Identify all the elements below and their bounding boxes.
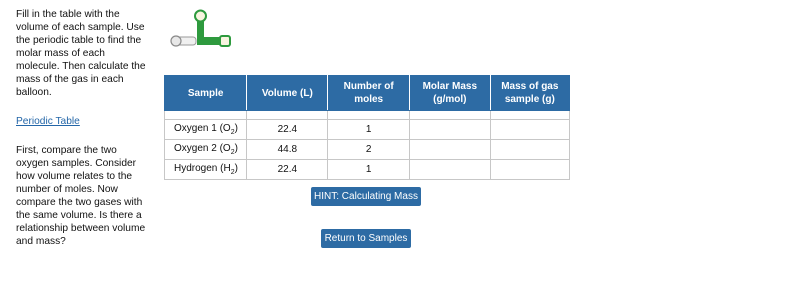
header-moles: Number of moles <box>328 76 410 111</box>
sample-cell: Oxygen 1 $(O_2)$ <box>165 120 247 140</box>
molecule-model-icon <box>168 8 234 50</box>
instructions-intro: Fill in the table with the volume of each sample. Use the periodic table to find the molar mass of each molecule. Then calculate the mass of the gas in each balloon. <box>16 9 146 98</box>
table-row <box>165 140 570 160</box>
mass-input[interactable] <box>490 140 569 160</box>
header-volume: Volume (L) <box>247 76 328 111</box>
volume-cell: 22.4 <box>247 160 328 180</box>
volume-cell: 22.4 <box>247 120 328 140</box>
mass-input[interactable] <box>490 120 569 140</box>
molar-mass-input[interactable] <box>409 160 490 180</box>
hint-calculating-mass-button[interactable]: HINT: Calculating Mass <box>311 187 421 206</box>
samples-table <box>164 75 570 180</box>
header-sample: Sample <box>165 76 247 111</box>
header-molar-mass: Molar Mass (g/mol) <box>409 76 490 111</box>
header-mass: Mass of gas sample (g) <box>490 76 569 111</box>
table-row <box>165 160 570 180</box>
instructions-compare: First, compare the two oxygen samples. Consider how volume relates to the number of moles. Now compare the two gases with the same volume. Is there a relationship between volume and mass? <box>16 145 146 247</box>
table-spacer-row <box>165 111 570 120</box>
moles-cell: 2 <box>328 140 410 160</box>
table-row <box>165 120 570 140</box>
molar-mass-input[interactable] <box>409 140 490 160</box>
periodic-table-link[interactable]: Periodic Table <box>16 116 80 127</box>
return-to-samples-button[interactable]: Return to Samples <box>321 229 411 248</box>
moles-cell: 1 <box>328 120 410 140</box>
table-header-row <box>165 76 570 111</box>
sample-cell: Hydrogen $(H_2)$ <box>165 160 247 180</box>
volume-cell: 44.8 <box>247 140 328 160</box>
molar-mass-input[interactable] <box>409 120 490 140</box>
instructions-panel <box>16 8 151 248</box>
mass-input[interactable] <box>490 160 569 180</box>
moles-cell: 1 <box>328 160 410 180</box>
sample-cell: Oxygen 2 $(O_2)$ <box>165 140 247 160</box>
